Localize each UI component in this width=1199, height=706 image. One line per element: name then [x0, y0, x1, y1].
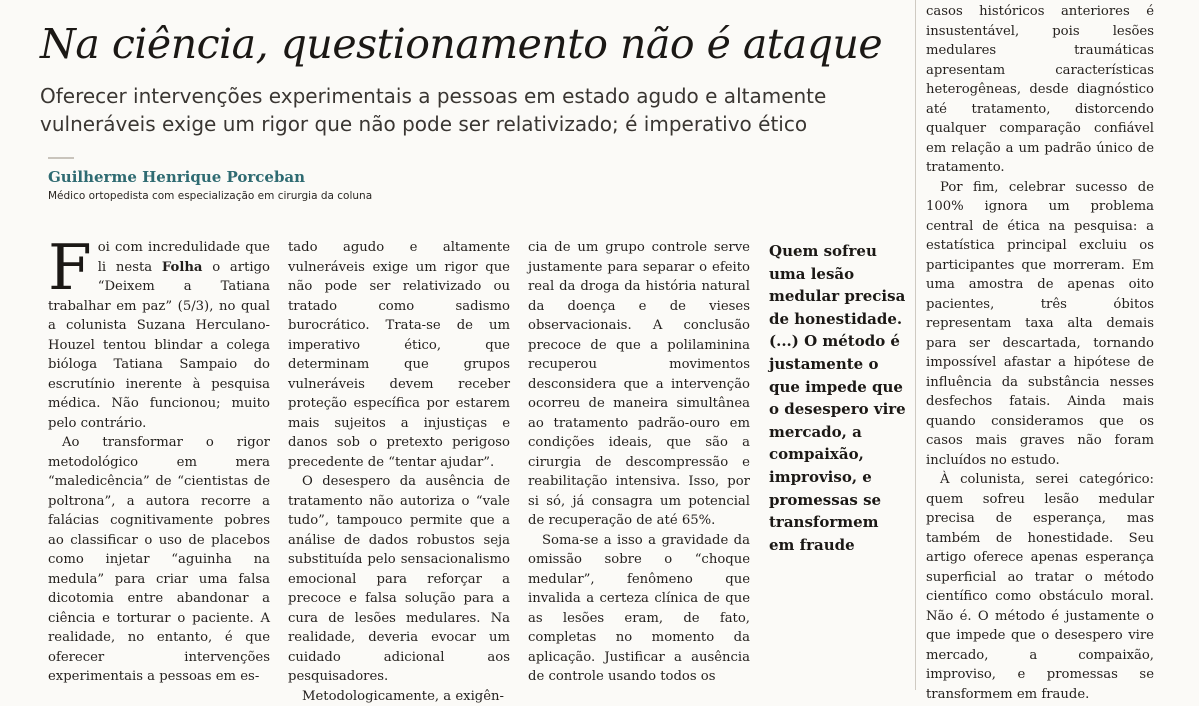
body-column-5: [926, 2, 1154, 704]
author-name: Guilherme Henrique Porceban: [48, 168, 305, 186]
body-paragraph: casos históricos anteriores é insustentável, pois lesões medulares traumáticas apresentam características heterogêneas, desde diagnóstico até tratamento, distorcendo qualquer comparação confiável em relação a um padrão único de tratamento.: [926, 2, 1154, 178]
paragraph-text: o artigo “Deixem a Tatiana trabalhar em paz” (5/3), no qual a colunista Suzana Herculano-Houzel tentou blindar a colega bióloga Tatiana Sampaio do escrutínio inerente à pesquisa médica. Não funcionou; muito pelo contrário.: [48, 260, 270, 431]
body-column-3: [528, 238, 750, 687]
body-paragraph: tado agudo e altamente vulneráveis exige um rigor que não pode ser relativizado ou tratado como sadismo burocrático. Trata-se de um imperativo ético, que determinam que grupos vulneráveis devem receber proteção específica por estarem mais sujeitos a injustiças e danos sob o pretexto perigoso precedente de “tentar ajudar”.: [288, 238, 510, 472]
paragraph-text: oi com incredulidade que li nesta: [98, 240, 270, 275]
body-paragraph: Soma-se a isso a gravidade da omissão sobre o “choque medular”, fenômeno que invalida a certeza clínica de que as lesões eram, de fato, completas no momento da aplicação. Justificar a ausência de controle usando todos os: [528, 531, 750, 687]
pull-quote: Quem sofreu uma lesão medular precisa de honestidade. (...) O método é justamente o que impede que o desespero vire mercado, a compaixão, improviso, e promessas se transformem em fraude: [769, 240, 909, 556]
author-credential: Médico ortopedista com especialização em cirurgia da coluna: [48, 190, 372, 202]
body-paragraph: [48, 238, 270, 433]
body-paragraph: Por fim, celebrar sucesso de 100% ignora um problema central de ética na pesquisa: a estatística principal excluiu os participantes que morreram. Em uma amostra de apenas oito pacientes, três óbitos representam taxa alta demais para ser descartada, tornando impossível afastar a hipótese de influência da substância nesses desfechos fatais. Ainda mais quando consideramos que os casos mais graves não foram incluídos no estudo.: [926, 178, 1154, 471]
body-paragraph: cia de um grupo controle serve justamente para separar o efeito real da droga da história natural da doença e de vieses observacionais. A conclusão precoce de que a polilaminina recuperou movimentos desconsidera que a intervenção ocorreu de maneira simultânea ao tratamento padrão-ouro em condições ideais, que são a cirurgia de descompressão e reabilitação intensiva. Isso, por si só, já consagra um potencial de recuperação de até 65%.: [528, 238, 750, 531]
author-divider: [48, 157, 74, 159]
body-paragraph: O desespero da ausência de tratamento não autoriza o “vale tudo”, tampouco permite que a análise de dados robustos seja substituída pelo sensacionalismo emocional para reforçar a precoce e falsa solução para a cura de lesões medulares. Na realidade, deveria evocar um cuidado adicional aos pesquisadores.: [288, 472, 510, 687]
body-column-1: [48, 238, 270, 687]
body-paragraph: Ao transformar o rigor metodológico em mera “maledicência” de “cientistas de poltrona”, a autora recorre a falácias cognitivamente pobres ao classificar o uso de placebos como injetar “aguinha na medula” para criar uma falsa dicotomia entre abandonar a ciência e torturar o paciente. A realidade, no entanto, é que oferecer intervenções experimentais a pessoas em es-: [48, 433, 270, 687]
body-column-2: [288, 238, 510, 706]
deck-subtitle: Oferecer intervenções experimentais a pessoas em estado agudo e altamente vulneráveis exige um rigor que não pode ser relativizado; é imperativo ético: [40, 82, 910, 138]
body-paragraph: Metodologicamente, a exigên-: [288, 687, 510, 706]
drop-cap: F: [48, 242, 92, 294]
newspaper-name: Folha: [162, 260, 203, 275]
headline: Na ciência, questionamento não é ataque: [40, 20, 910, 68]
column-divider: [915, 0, 916, 690]
body-paragraph: À colunista, serei categórico: quem sofreu lesão medular precisa de esperança, mas também de honestidade. Seu artigo oferece apenas esperança superficial ao tratar o método científico como obstáculo moral. Não é. O método é justamente o que impede que o desespero vire mercado, a compaixão, improviso, e promessas se transformem em fraude.: [926, 470, 1154, 704]
